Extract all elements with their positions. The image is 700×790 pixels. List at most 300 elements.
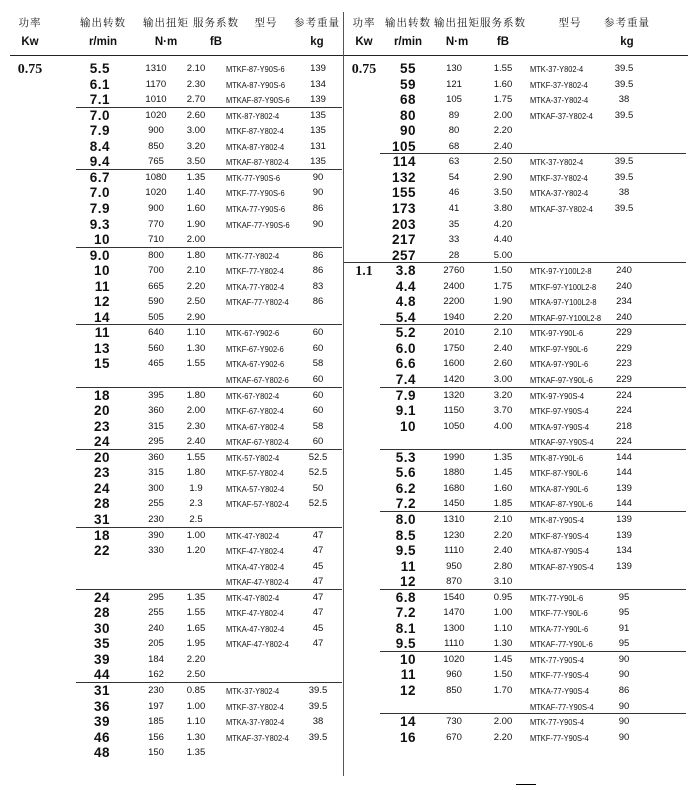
weight-value: 90 (618, 731, 630, 743)
service-factor-value: 3.00 (186, 125, 206, 137)
output-torque-value: 360 (148, 451, 164, 463)
output-speed-value: 35 (93, 636, 110, 652)
output-torque-value: 1680 (443, 482, 465, 494)
model-number: MTK-77-Y90L-6 (530, 592, 584, 603)
weight-value: 39.5 (308, 731, 328, 743)
model-number: MTK-37-Y802-4 (226, 686, 280, 696)
weight-value: 240 (616, 311, 632, 323)
model-number: MTKAF-67-Y802-4 (226, 437, 289, 448)
header-rule-left (10, 55, 348, 56)
output-speed-value: 132 (391, 169, 416, 185)
weight-value: 45 (312, 560, 324, 572)
model-number: MTKA-77-Y90S-6 (226, 203, 286, 214)
service-factor-value: 1.30 (493, 638, 513, 650)
weight-value: 139 (310, 63, 326, 74)
service-factor-value: 4.40 (493, 234, 513, 246)
output-torque-value: 105 (446, 94, 462, 106)
weight-value: 144 (616, 451, 632, 463)
service-factor-value: 1.10 (493, 622, 513, 634)
output-speed-value: 23 (93, 418, 110, 434)
table-row (0, 154, 700, 170)
service-factor-value: 1.9 (189, 482, 203, 494)
output-torque-value: 1050 (443, 420, 465, 432)
model-number: MTKAF-67-Y802-6 (226, 375, 289, 385)
header-power-unit-left: Kw (21, 36, 39, 48)
output-torque-value: 255 (148, 498, 164, 510)
weight-value: 144 (616, 498, 632, 510)
table-row (0, 232, 700, 248)
weight-value: 60 (312, 436, 324, 448)
weight-value: 47 (312, 638, 324, 650)
output-speed-value: 257 (391, 247, 416, 263)
output-speed-value: 5.4 (395, 309, 416, 325)
model-number: MTKF-87-Y90S-4 (530, 530, 589, 541)
output-speed-value: 12 (399, 574, 416, 590)
weight-value: 39.5 (614, 171, 634, 183)
table-row (0, 652, 700, 668)
output-torque-value: 1310 (145, 63, 167, 74)
weight-value: 83 (312, 280, 324, 292)
header-model-cn-left: 型号 (254, 17, 278, 29)
output-speed-value: 80 (399, 107, 416, 123)
table-row (0, 123, 700, 139)
output-torque-value: 330 (148, 545, 164, 557)
table-row (0, 683, 700, 699)
service-factor-value: 1.30 (186, 731, 206, 743)
output-speed-value: 11 (400, 667, 416, 683)
service-factor-value: 2.30 (186, 420, 206, 432)
output-torque-value: 240 (148, 622, 164, 634)
service-factor-value: 1.55 (186, 358, 206, 370)
service-factor-value: 1.00 (493, 607, 513, 619)
model-number: MTKA-67-Y902-6 (226, 359, 285, 370)
output-speed-value: 68 (399, 92, 416, 108)
table-row (0, 419, 700, 435)
service-factor-value: 1.65 (186, 622, 206, 634)
model-number: MTKAF-77-Y802-4 (226, 297, 289, 308)
output-speed-value: 6.6 (395, 356, 416, 372)
service-factor-value: 1.80 (186, 467, 206, 479)
header-service-cn-right: 服务系数 (480, 17, 526, 29)
header-torque-cn-right: 输出扭矩 (434, 17, 480, 29)
output-torque-value: 28 (448, 249, 460, 261)
output-speed-value: 8.0 (395, 511, 416, 527)
weight-value: 50 (312, 482, 324, 494)
output-speed-value: 59 (399, 76, 416, 92)
output-speed-value: 8.4 (89, 138, 110, 154)
table-row (0, 217, 700, 233)
model-number: MTKA-87-Y90S-6 (226, 79, 286, 90)
service-factor-value: 2.10 (186, 63, 206, 74)
output-speed-value: 7.9 (395, 387, 416, 403)
weight-value: 95 (618, 591, 630, 603)
output-speed-value: 20 (93, 403, 110, 419)
service-factor-value: 1.45 (493, 467, 513, 479)
output-speed-value: 14 (399, 714, 416, 730)
table-row (0, 108, 700, 124)
weight-value: 47 (312, 607, 324, 619)
service-factor-value: 2.3 (189, 498, 203, 510)
header-model-cn-right: 型号 (558, 17, 582, 29)
output-torque-value: 2760 (443, 265, 465, 277)
output-torque-value: 1310 (443, 513, 465, 525)
service-factor-value: 1.50 (493, 669, 513, 681)
weight-value: 95 (618, 607, 630, 619)
output-torque-value: 68 (448, 140, 460, 152)
model-number: MTK-67-Y802-4 (226, 390, 280, 401)
model-number: MTKAF-77-Y90L-6 (530, 639, 593, 650)
model-number: MTKF-77-Y90L-6 (530, 608, 588, 619)
output-speed-value: 7.9 (89, 200, 110, 216)
output-speed-value: 11 (94, 325, 110, 341)
service-factor-value: 1.35 (493, 451, 513, 463)
service-factor-value: 2.20 (186, 653, 206, 665)
service-factor-value: 2.80 (493, 560, 513, 572)
output-torque-value: 700 (148, 265, 164, 277)
service-factor-value: 3.20 (493, 389, 513, 401)
weight-value: 139 (616, 513, 632, 525)
output-speed-value: 24 (93, 589, 110, 605)
service-factor-value: 2.20 (493, 125, 513, 137)
weight-value: 224 (616, 436, 632, 448)
output-torque-value: 1150 (443, 405, 465, 417)
output-speed-value: 5.5 (89, 61, 110, 76)
service-factor-value: 2.10 (493, 513, 513, 525)
weight-value: 39.5 (614, 78, 634, 90)
output-torque-value: 395 (148, 389, 164, 401)
table-row (0, 341, 700, 357)
service-factor-value: 2.10 (186, 265, 206, 277)
weight-value: 86 (618, 685, 630, 696)
weight-value: 52.5 (308, 498, 328, 510)
output-torque-value: 1880 (443, 467, 465, 479)
model-number: MTKAF-87-Y90S-6 (226, 95, 290, 106)
model-number: MTKF-97-Y90S-4 (530, 406, 589, 417)
weight-value: 38 (312, 716, 324, 728)
output-speed-value: 39 (93, 651, 110, 667)
model-number: MTKA-97-Y90S-4 (530, 421, 590, 432)
header-speed-unit-right: r/min (393, 36, 423, 48)
weight-value: 91 (618, 622, 630, 634)
service-factor-value: 4.20 (493, 218, 513, 230)
header-torque-unit-right: N·m (445, 36, 469, 48)
output-speed-value: 12 (399, 683, 416, 698)
output-torque-value: 315 (148, 420, 164, 432)
weight-value: 224 (616, 389, 632, 401)
output-torque-value: 2200 (443, 296, 465, 308)
power-kw-label: 0.75 (351, 62, 377, 77)
model-number: MTKAF-87-Y90L-6 (530, 499, 593, 510)
weight-value: 135 (310, 125, 326, 137)
service-factor-value: 1.55 (186, 451, 206, 463)
output-speed-value: 5.6 (395, 465, 416, 481)
table-row (0, 714, 700, 730)
header-speed-unit-left: r/min (88, 36, 118, 48)
output-speed-value: 10 (93, 232, 110, 248)
model-number: MTKAF-87-Y802-4 (226, 157, 289, 168)
service-factor-value: 1.90 (186, 218, 206, 230)
output-torque-value: 710 (148, 234, 164, 246)
output-speed-value: 9.3 (89, 216, 110, 232)
output-speed-value: 7.9 (89, 123, 110, 139)
output-torque-value: 1600 (443, 358, 465, 370)
weight-value: 60 (312, 389, 324, 401)
service-factor-value: 1.00 (186, 700, 206, 712)
model-number: MTKF-67-Y902-6 (226, 343, 284, 354)
output-speed-value: 10 (399, 418, 416, 434)
weight-value: 135 (310, 156, 326, 168)
output-speed-value: 23 (93, 465, 110, 481)
service-factor-value: 1.80 (186, 249, 206, 261)
model-number: MTK-47-Y802-4 (226, 592, 280, 603)
output-speed-value: 173 (391, 200, 416, 216)
service-factor-value: 1.75 (493, 280, 513, 292)
weight-value: 131 (310, 140, 326, 152)
output-speed-value: 7.2 (395, 605, 416, 621)
table-row (0, 92, 700, 108)
weight-value: 139 (616, 482, 632, 494)
output-speed-value: 11 (94, 278, 110, 294)
service-factor-value: 2.50 (493, 156, 513, 168)
output-speed-value: 90 (399, 123, 416, 139)
weight-value: 134 (616, 545, 632, 557)
service-factor-value: 4.00 (493, 420, 513, 432)
output-speed-value: 14 (93, 309, 110, 325)
service-factor-value: 1.20 (186, 545, 206, 557)
model-number: MTKA-37-Y802-4 (530, 95, 589, 106)
model-number: MTK-97-Y90S-4 (530, 390, 585, 401)
model-number: MTKF-37-Y802-4 (530, 79, 588, 90)
service-factor-value: 1.75 (493, 94, 513, 106)
output-torque-value: 295 (148, 436, 164, 448)
output-speed-value: 7.1 (89, 92, 110, 108)
output-torque-value: 590 (148, 296, 164, 308)
output-speed-value: 13 (93, 340, 110, 356)
table-row (0, 403, 700, 419)
output-speed-value: 22 (93, 543, 110, 559)
output-speed-value: 16 (399, 729, 416, 745)
weight-value: 86 (312, 296, 324, 308)
service-factor-value: 3.50 (186, 156, 206, 168)
table-row (0, 605, 700, 621)
output-torque-value: 900 (148, 125, 164, 137)
service-factor-value: 0.95 (493, 591, 513, 603)
output-torque-value: 41 (448, 202, 460, 214)
weight-value: 39.5 (308, 685, 328, 696)
output-speed-value: 31 (93, 683, 110, 698)
output-speed-value: 18 (93, 527, 110, 543)
weight-value: 60 (312, 327, 324, 339)
output-torque-value: 390 (148, 529, 164, 541)
model-number: MTKAF-47-Y802-4 (226, 577, 289, 588)
header-torque-unit-left: N·m (154, 36, 178, 48)
output-torque-value: 640 (148, 327, 164, 339)
output-torque-value: 960 (446, 669, 462, 681)
weight-value: 45 (312, 622, 324, 634)
output-torque-value: 1470 (443, 607, 465, 619)
weight-value: 139 (616, 560, 632, 572)
output-torque-value: 1110 (444, 638, 464, 650)
header-weight-unit-right: kg (620, 36, 634, 48)
output-torque-value: 505 (148, 311, 164, 323)
output-torque-value: 1940 (443, 311, 465, 323)
service-factor-value: 3.80 (493, 202, 513, 214)
service-factor-value: 1.00 (186, 529, 206, 541)
output-torque-value: 730 (446, 716, 462, 728)
output-torque-value: 465 (148, 358, 164, 370)
model-number: MTKA-37-Y802-4 (226, 717, 285, 728)
table-row (0, 543, 700, 559)
model-number: MTKF-47-Y802-4 (226, 546, 284, 557)
model-number: MTK-87-Y802-4 (226, 110, 280, 121)
service-factor-value: 1.60 (186, 202, 206, 214)
service-factor-value: 2.00 (493, 716, 513, 728)
service-factor-value: 1.30 (186, 342, 206, 354)
output-torque-value: 665 (148, 280, 164, 292)
output-speed-value: 6.0 (395, 340, 416, 356)
model-number: MTK-77-Y90S-4 (530, 717, 585, 728)
weight-value: 86 (312, 265, 324, 277)
table-row (0, 279, 700, 295)
weight-value: 39.5 (614, 63, 634, 74)
model-number: MTKAF-77-Y90S-4 (530, 701, 594, 712)
model-number: MTKA-67-Y802-4 (226, 421, 285, 432)
header-weight-cn-right: 参考重量 (604, 17, 650, 29)
output-speed-value: 8.5 (395, 527, 416, 543)
weight-value: 86 (312, 202, 324, 214)
service-factor-value: 2.50 (186, 669, 206, 681)
output-speed-value: 217 (391, 232, 416, 248)
model-number: MTK-67-Y902-6 (226, 328, 280, 339)
output-speed-value: 24 (93, 480, 110, 496)
header-speed-cn-right: 输出转数 (385, 17, 431, 29)
model-number: MTK-77-Y90S-6 (226, 172, 281, 183)
output-torque-value: 850 (148, 140, 164, 152)
output-speed-value: 203 (391, 216, 416, 232)
table-row (0, 185, 700, 201)
table-row (0, 590, 700, 606)
output-torque-value: 35 (448, 218, 460, 230)
service-factor-value: 1.95 (186, 638, 206, 650)
model-number: MTKA-37-Y802-4 (530, 188, 589, 199)
weight-value: 134 (310, 78, 326, 90)
output-speed-value: 7.4 (395, 372, 416, 387)
output-speed-value: 12 (93, 294, 110, 310)
output-speed-value: 10 (93, 263, 110, 279)
table-row (0, 667, 700, 683)
output-speed-value: 105 (391, 138, 416, 154)
service-factor-value: 3.70 (493, 405, 513, 417)
model-number: MTK-37-Y802-4 (530, 64, 584, 74)
output-torque-value: 2400 (443, 280, 465, 292)
table-row (0, 77, 700, 93)
model-number: MTK-97-Y90L-6 (530, 328, 584, 339)
service-factor-value: 3.00 (493, 374, 513, 385)
model-number: MTK-87-Y90L-6 (530, 452, 584, 463)
model-number: MTKA-77-Y90S-4 (530, 686, 590, 696)
output-torque-value: 1010 (145, 94, 167, 106)
model-number: MTKA-47-Y802-4 (226, 561, 285, 572)
output-torque-value: 156 (148, 731, 164, 743)
weight-value: 52.5 (308, 451, 328, 463)
weight-value: 86 (312, 249, 324, 261)
output-speed-value: 46 (93, 729, 110, 745)
weight-value: 47 (312, 591, 324, 603)
model-number: MTKF-77-Y90S-6 (226, 188, 285, 199)
output-torque-value: 255 (148, 607, 164, 619)
output-torque-value: 765 (148, 156, 164, 168)
output-torque-value: 1540 (443, 591, 465, 603)
output-torque-value: 230 (148, 685, 164, 696)
table-row (0, 559, 700, 575)
model-number: MTKAF-87-Y90S-4 (530, 561, 594, 572)
output-speed-value: 15 (93, 356, 110, 372)
header-power-cn-right: 功率 (352, 17, 376, 29)
service-factor-value: 1.35 (186, 747, 206, 759)
model-number: MTKF-37-Y802-4 (226, 701, 284, 712)
output-torque-value: 870 (446, 576, 462, 588)
model-number: MTKAF-97-Y100L2-8 (530, 312, 602, 323)
header-weight-cn-left: 参考重量 (294, 17, 340, 29)
table-row (0, 730, 700, 746)
weight-value: 39.5 (614, 202, 634, 214)
model-number: MTKAF-97-Y90S-4 (530, 437, 594, 448)
output-torque-value: 162 (148, 669, 164, 681)
output-torque-value: 1020 (145, 187, 167, 199)
weight-value: 240 (616, 265, 632, 277)
service-factor-value: 1.60 (493, 482, 513, 494)
model-number: MTK-77-Y90S-4 (530, 654, 585, 665)
service-factor-value: 1.55 (186, 607, 206, 619)
model-number: MTKAF-47-Y802-4 (226, 639, 289, 650)
table-row (0, 450, 700, 466)
service-factor-value: 2.00 (186, 234, 206, 246)
output-torque-value: 800 (148, 249, 164, 261)
weight-value: 39.5 (614, 156, 634, 168)
weight-value: 47 (312, 529, 324, 541)
service-factor-value: 2.40 (493, 342, 513, 354)
output-torque-value: 1110 (444, 545, 464, 557)
output-speed-value: 55 (399, 61, 416, 76)
output-speed-value: 30 (93, 620, 110, 636)
output-speed-value: 9.4 (89, 154, 110, 170)
output-torque-value: 900 (148, 202, 164, 214)
table-row (0, 61, 700, 77)
weight-value: 90 (312, 218, 324, 230)
weight-value: 38 (618, 187, 630, 199)
table-row (0, 263, 700, 279)
weight-value: 90 (618, 700, 630, 712)
model-number: MTKAF-37-Y802-4 (226, 732, 289, 743)
output-speed-value: 10 (399, 651, 416, 667)
weight-value: 90 (312, 187, 324, 199)
output-speed-value: 8.1 (395, 620, 416, 636)
service-factor-value: 1.90 (493, 296, 513, 308)
service-factor-value: 5.00 (493, 249, 513, 261)
output-speed-value: 9.5 (395, 636, 416, 652)
output-torque-value: 185 (148, 716, 164, 728)
weight-value: 47 (312, 576, 324, 588)
output-torque-value: 46 (448, 187, 460, 199)
model-number: MTKAF-77-Y90S-6 (226, 219, 290, 230)
weight-value: 60 (312, 342, 324, 354)
output-speed-value: 5.3 (395, 449, 416, 465)
header-torque-cn-left: 输出扭矩 (143, 17, 189, 29)
model-number: MTKF-97-Y90L-6 (530, 343, 588, 354)
service-factor-value: 1.45 (493, 653, 513, 665)
table-row (0, 745, 700, 761)
service-factor-value: 1.80 (186, 389, 206, 401)
